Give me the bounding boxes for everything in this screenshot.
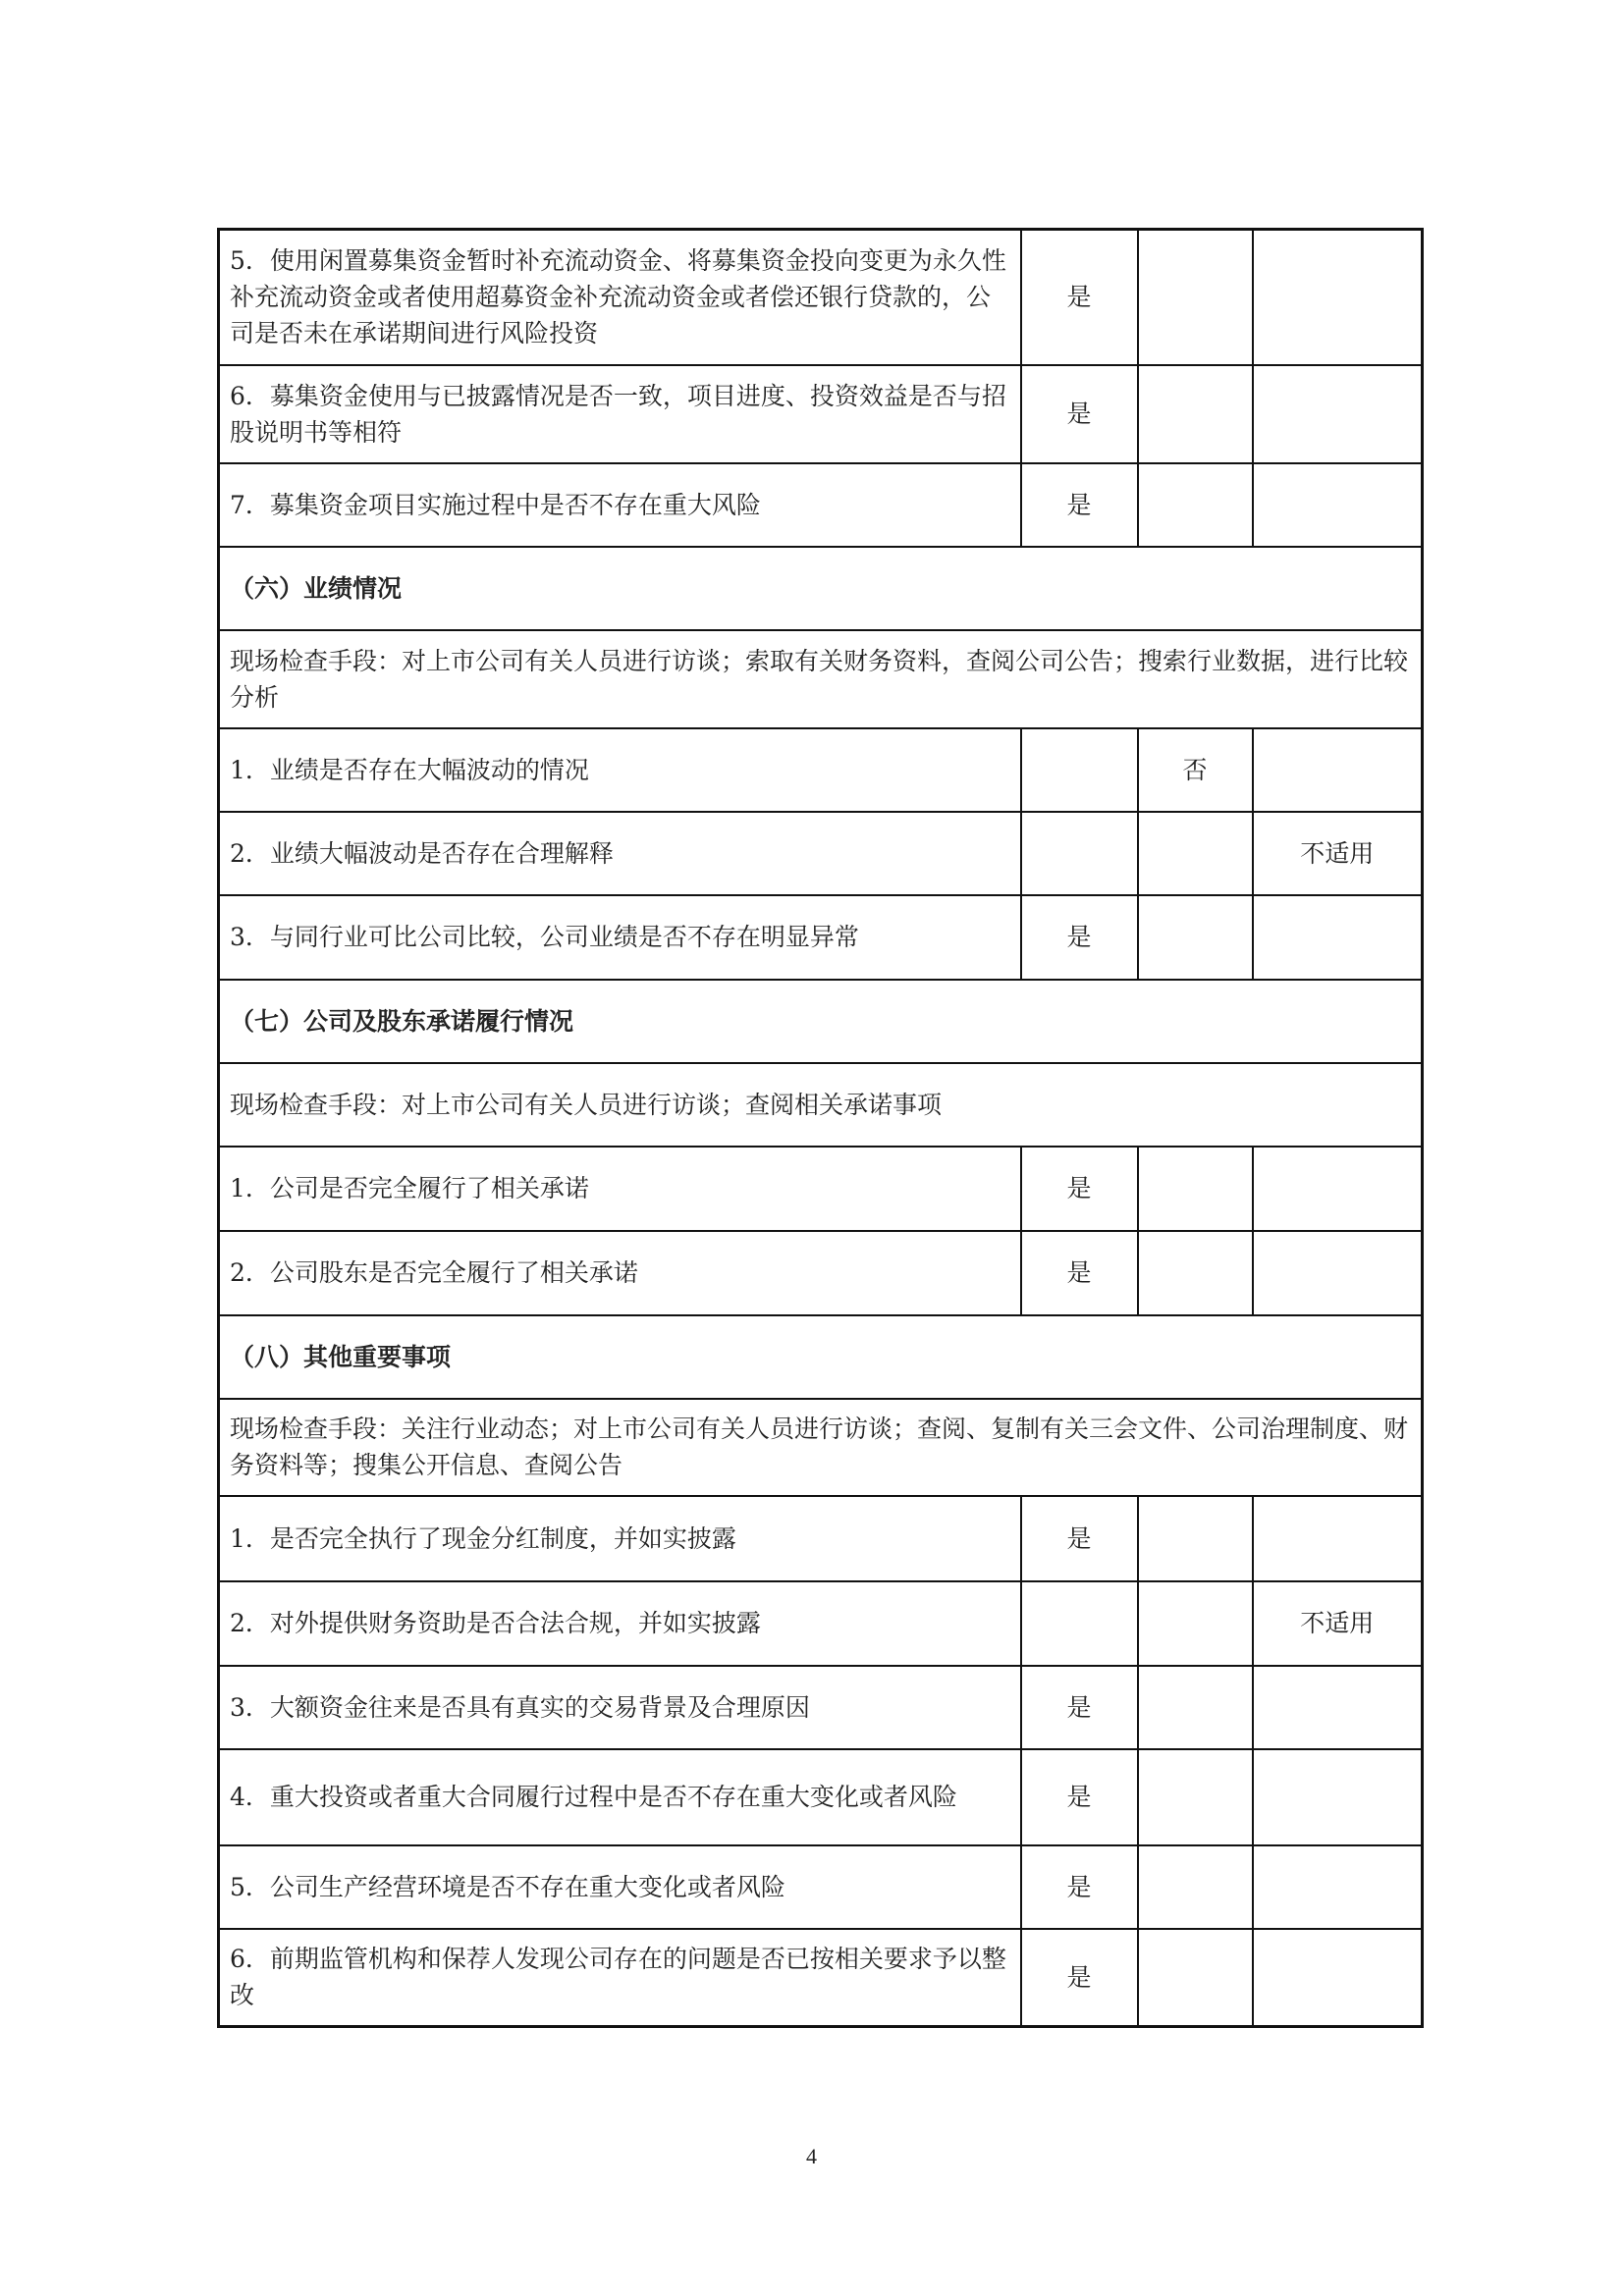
na-cell (1253, 463, 1423, 547)
section-title: （七）公司及股东承诺履行情况 (219, 980, 1423, 1063)
yes-cell: 是 (1021, 1231, 1138, 1315)
table-row (219, 365, 1423, 463)
no-cell (1138, 1929, 1253, 2027)
no-cell (1138, 895, 1253, 980)
na-cell (1253, 1666, 1423, 1749)
item-text: 2．公司股东是否完全履行了相关承诺 (219, 1231, 1021, 1315)
table-row (219, 463, 1423, 547)
yes-cell: 是 (1021, 1929, 1138, 2027)
no-cell (1138, 1749, 1253, 1845)
na-cell (1253, 1749, 1423, 1845)
na-cell: 不适用 (1253, 1581, 1423, 1666)
table-row (219, 1749, 1423, 1845)
na-cell (1253, 1231, 1423, 1315)
item-text: 2．对外提供财务资助是否合法合规，并如实披露 (219, 1581, 1021, 1666)
item-text: 4．重大投资或者重大合同履行过程中是否不存在重大变化或者风险 (219, 1749, 1021, 1845)
no-cell (1138, 812, 1253, 895)
table-row (219, 1147, 1423, 1231)
item-text: 6．募集资金使用与已披露情况是否一致，项目进度、投资效益是否与招股说明书等相符 (219, 365, 1021, 463)
item-text: 3．大额资金往来是否具有真实的交易背景及合理原因 (219, 1666, 1021, 1749)
item-text: 1．是否完全执行了现金分红制度，并如实披露 (219, 1496, 1021, 1581)
item-text: 2．业绩大幅波动是否存在合理解释 (219, 812, 1021, 895)
item-text: 5．使用闲置募集资金暂时补充流动资金、将募集资金投向变更为永久性补充流动资金或者使用超募资金补充流动资金或者偿还银行贷款的，公司是否未在承诺期间进行风险投资 (219, 230, 1021, 365)
no-cell (1138, 1845, 1253, 1929)
section-title: （六）业绩情况 (219, 547, 1423, 630)
na-cell (1253, 1147, 1423, 1231)
yes-cell: 是 (1021, 365, 1138, 463)
item-text: 3．与同行业可比公司比较，公司业绩是否不存在明显异常 (219, 895, 1021, 980)
yes-cell: 是 (1021, 1496, 1138, 1581)
na-cell (1253, 895, 1423, 980)
section-method-row (219, 1399, 1423, 1496)
no-cell (1138, 1666, 1253, 1749)
no-cell (1138, 1231, 1253, 1315)
yes-cell (1021, 812, 1138, 895)
table-row (219, 1496, 1423, 1581)
yes-cell: 是 (1021, 895, 1138, 980)
section-method: 现场检查手段：对上市公司有关人员进行访谈；查阅相关承诺事项 (219, 1063, 1423, 1147)
page-number: 4 (806, 2144, 817, 2168)
item-text: 1．业绩是否存在大幅波动的情况 (219, 728, 1021, 812)
yes-cell: 是 (1021, 1147, 1138, 1231)
section-method: 现场检查手段：对上市公司有关人员进行访谈；索取有关财务资料，查阅公司公告；搜索行业数据，进行比较分析 (219, 630, 1423, 728)
section-heading-row (219, 547, 1423, 630)
yes-cell: 是 (1021, 230, 1138, 365)
yes-cell (1021, 728, 1138, 812)
table-row (219, 1845, 1423, 1929)
na-cell (1253, 1496, 1423, 1581)
na-cell (1253, 1929, 1423, 2027)
item-text: 5．公司生产经营环境是否不存在重大变化或者风险 (219, 1845, 1021, 1929)
no-cell (1138, 365, 1253, 463)
inspection-checklist-table (217, 228, 1424, 2028)
yes-cell: 是 (1021, 463, 1138, 547)
section-method-row (219, 630, 1423, 728)
section-heading-row (219, 1315, 1423, 1399)
section-method: 现场检查手段：关注行业动态；对上市公司有关人员进行访谈；查阅、复制有关三会文件、公司治理制度、财务资料等；搜集公开信息、查阅公告 (219, 1399, 1423, 1496)
yes-cell: 是 (1021, 1845, 1138, 1929)
table-row (219, 728, 1423, 812)
table-row (219, 1231, 1423, 1315)
table-row (219, 812, 1423, 895)
table-row (219, 1581, 1423, 1666)
table-row (219, 1666, 1423, 1749)
table-row (219, 895, 1423, 980)
table-row (219, 1929, 1423, 2027)
yes-cell (1021, 1581, 1138, 1666)
no-cell: 否 (1138, 728, 1253, 812)
section-title: （八）其他重要事项 (219, 1315, 1423, 1399)
na-cell (1253, 728, 1423, 812)
na-cell (1253, 1845, 1423, 1929)
section-heading-row (219, 980, 1423, 1063)
na-cell (1253, 230, 1423, 365)
section-method-row (219, 1063, 1423, 1147)
item-text: 6．前期监管机构和保荐人发现公司存在的问题是否已按相关要求予以整改 (219, 1929, 1021, 2027)
item-text: 1．公司是否完全履行了相关承诺 (219, 1147, 1021, 1231)
yes-cell: 是 (1021, 1749, 1138, 1845)
no-cell (1138, 230, 1253, 365)
no-cell (1138, 1581, 1253, 1666)
no-cell (1138, 1496, 1253, 1581)
no-cell (1138, 463, 1253, 547)
na-cell: 不适用 (1253, 812, 1423, 895)
na-cell (1253, 365, 1423, 463)
table-row (219, 230, 1423, 365)
no-cell (1138, 1147, 1253, 1231)
yes-cell: 是 (1021, 1666, 1138, 1749)
item-text: 7．募集资金项目实施过程中是否不存在重大风险 (219, 463, 1021, 547)
